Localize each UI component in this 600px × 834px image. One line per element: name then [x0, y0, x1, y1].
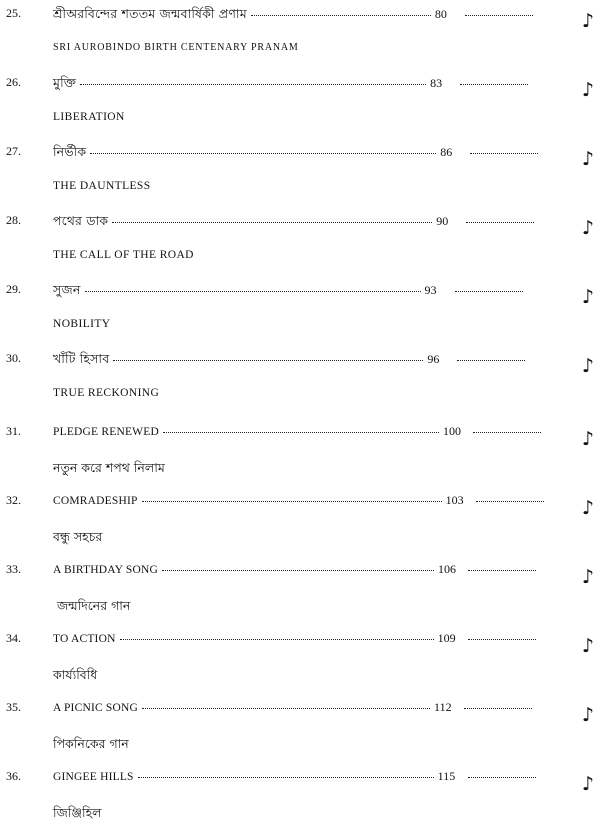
music-note-icon: ♪: [581, 704, 594, 726]
entry-number: 28.: [6, 213, 21, 227]
entry-page-number: 80: [434, 7, 447, 21]
music-note-icon: ♪: [581, 635, 594, 657]
dot-leader: [464, 707, 532, 709]
entry-subtitle: পিকনিকের গান: [53, 736, 129, 751]
music-note-icon: ♪: [581, 10, 594, 32]
dot-leader: [468, 569, 536, 571]
entry-number: 27.: [6, 144, 21, 158]
entry-page-number: 115: [437, 769, 456, 783]
entry-subtitle: কার্য্যবিধি: [53, 667, 98, 682]
entry-title-row: [53, 213, 600, 233]
toc-entry-28: [0, 209, 600, 278]
dot-leader: [80, 83, 426, 85]
entry-page-number: 106: [437, 562, 456, 576]
entry-title-row: [53, 769, 600, 784]
dot-leader: [162, 569, 434, 571]
entry-title: পথের ডাক: [53, 213, 109, 228]
entry-number: 36.: [6, 769, 21, 783]
entry-title-row: [53, 700, 600, 715]
entry-page-number: 90: [436, 214, 449, 228]
entry-number: 33.: [6, 562, 21, 576]
toc-entry-30: [0, 347, 600, 416]
dot-leader: [468, 776, 536, 778]
entry-title: খাঁটি হিসাব: [53, 351, 110, 366]
dot-leader: [473, 431, 541, 433]
entry-title-row: [53, 282, 600, 302]
toc-entry-33: [0, 558, 600, 627]
entry-title-row: [53, 631, 600, 646]
entry-title: মুক্তি: [53, 75, 77, 90]
entry-title-row: [53, 6, 600, 26]
entry-title: A BIRTHDAY SONG: [53, 564, 158, 576]
entry-title-row: [53, 75, 600, 95]
dot-leader: [138, 776, 434, 778]
entry-title-row: [53, 493, 600, 508]
entry-title: শ্রীঅরবিন্দের শততম জন্মবার্ষিকী প্রণাম: [53, 6, 247, 21]
entry-title-row: [53, 351, 600, 371]
dot-leader: [85, 290, 421, 292]
entry-subtitle: THE CALL OF THE ROAD: [53, 249, 194, 261]
music-note-icon: ♪: [581, 148, 594, 170]
entry-title: সুজন: [53, 282, 81, 297]
entry-page-number: 109: [437, 631, 456, 645]
music-note-icon: ♪: [581, 773, 594, 795]
entry-number: 34.: [6, 631, 21, 645]
toc-entry-26: [0, 71, 600, 140]
entry-page-number: 83: [430, 76, 443, 90]
toc-entry-25: [0, 2, 600, 71]
entry-number: 30.: [6, 351, 21, 365]
entry-subtitle: নতুন করে শপথ নিলাম: [53, 460, 165, 475]
entry-subtitle: জন্মদিনের গান: [57, 598, 131, 613]
entry-title: A PICNIC SONG: [53, 702, 139, 714]
entry-subtitle: LIBERATION: [53, 111, 125, 123]
entry-title: TO ACTION: [53, 633, 116, 645]
dot-leader: [142, 707, 430, 709]
music-note-icon: ♪: [581, 428, 594, 450]
toc-entry-32: [0, 489, 600, 558]
entry-page-number: 96: [427, 352, 440, 366]
dot-leader: [120, 638, 434, 640]
entry-number: 29.: [6, 282, 21, 296]
entry-title: PLEDGE RENEWED: [53, 426, 159, 438]
dot-leader: [468, 638, 536, 640]
dot-leader: [163, 431, 439, 433]
toc-entry-29: [0, 278, 600, 347]
dot-leader: [465, 14, 533, 16]
dot-leader: [90, 152, 436, 154]
dot-leader: [457, 359, 525, 361]
entry-subtitle: THE DAUNTLESS: [53, 180, 151, 192]
entry-subtitle: বন্ধু সহচর: [53, 529, 103, 544]
music-note-icon: ♪: [581, 79, 594, 101]
toc-entry-27: [0, 140, 600, 209]
dot-leader: [142, 500, 442, 502]
entry-page-number: 100: [442, 424, 461, 438]
toc-entry-35: [0, 696, 600, 765]
entry-page-number: 103: [445, 493, 464, 507]
dot-leader: [476, 500, 544, 502]
entry-number: 31.: [6, 424, 21, 438]
entry-title: COMRADESHIP: [53, 495, 138, 507]
entry-title-row: [53, 562, 600, 577]
dot-leader: [112, 221, 432, 223]
entry-number: 26.: [6, 75, 21, 89]
entry-number: 35.: [6, 700, 21, 714]
entry-title: GINGEE HILLS: [53, 771, 134, 783]
entry-subtitle: NOBILITY: [53, 318, 111, 330]
music-note-icon: ♪: [581, 355, 594, 377]
toc-entry-34: [0, 627, 600, 696]
music-note-icon: ♪: [581, 566, 594, 588]
entry-number: 32.: [6, 493, 21, 507]
entry-page-number: 86: [440, 145, 453, 159]
entry-page-number: 93: [424, 283, 437, 297]
music-note-icon: ♪: [581, 497, 594, 519]
toc-entry-36: [0, 765, 600, 834]
dot-leader: [455, 290, 523, 292]
entry-title-row: [53, 424, 600, 439]
dot-leader: [460, 83, 528, 85]
dot-leader: [113, 359, 423, 361]
music-note-icon: ♪: [581, 217, 594, 239]
music-note-icon: ♪: [581, 286, 594, 308]
entry-number: 25.: [6, 6, 21, 20]
dot-leader: [466, 221, 534, 223]
dot-leader: [251, 14, 431, 16]
entry-subtitle: জিঞ্জিহিল: [53, 805, 102, 820]
entry-subtitle: SRI AUROBINDO BIRTH CENTENARY PRANAM: [53, 42, 299, 53]
entry-title-row: [53, 144, 600, 164]
entry-page-number: 112: [434, 700, 452, 714]
toc-entry-31: [0, 420, 600, 489]
dot-leader: [470, 152, 538, 154]
entry-title: নির্ভীক: [53, 144, 87, 159]
entry-subtitle: TRUE RECKONING: [53, 387, 160, 399]
